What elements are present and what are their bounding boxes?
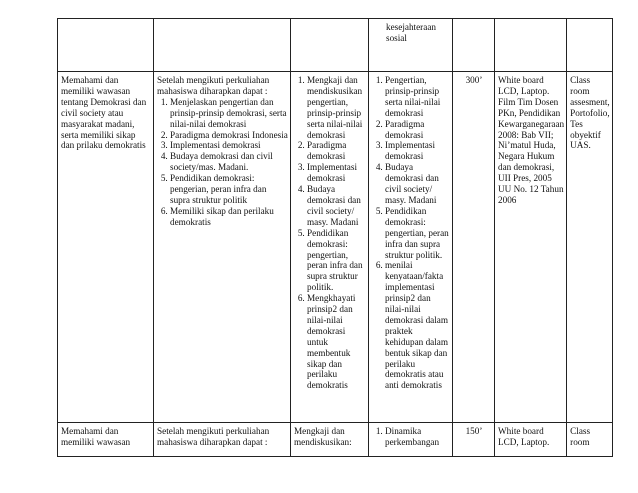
list-item: 6. Memiliki sikap dan perilaku demokratis [170,206,288,228]
list-item: 3. Implementasi demokrasi [170,140,288,151]
time-allocation: 300’ [465,75,483,85]
assessment-cell [567,19,613,72]
media-cell [495,19,567,72]
indicator-cell [154,72,291,423]
time-cell [453,19,495,72]
assessment-text: Class room assesment, Portofolio, Tes obyektif UAS. [570,75,610,151]
list-item: 2. Paradigma demokrasi [385,119,450,141]
course-plan-table [57,18,613,457]
list-item: 3. Implementasi demokrasi [307,162,366,184]
activity-list [294,75,366,391]
list-item: 6. menilai kenyataan/fakta implementasi prinsip2 dan nilai-nilai demokrasi dalam praktek kehidupan dalam bentuk sikap dan perilaku demokratis atau anti demokratis [385,260,450,391]
table-row [58,19,613,72]
assessment-cell [567,423,613,457]
material-list [372,426,450,448]
indicator-cell [154,423,291,457]
activity-text: Mengkaji dan mendiskusikan: [294,426,352,447]
list-item: 4. Budaya demokrasi dan civil society/ masy. Madani [307,184,366,228]
media-text: White board LCD, Laptop. [498,426,550,447]
list-item: 6. Mengkhayati prinsip2 dan nilai-nilai demokrasi untuk membentuk sikap dan perilaku demokratis [307,293,366,391]
list-item: 1. Pengertian, prinsip-prinsip serta nilai-nilai demokrasi [385,75,450,119]
indicator-list [157,97,288,228]
competency-cell [58,19,154,72]
table-row [58,423,613,457]
list-item: 2. Paradigma demokrasi Indonesia [170,130,288,141]
competency-text: Memahami dan memiliki wawasan tentang Demokrasi dan civil society atau masyarakat madani, serta memiliki sikap dan prilaku demokratis [61,75,147,151]
list-item: 4. Budaya demokrasi dan civil society/mas. Madani. [170,151,288,173]
assessment-cell [567,72,613,423]
list-item: 1. Mengkaji dan mendiskusikan pengertian, prinsip-prinsip serta nilai-nilai demokrasi [307,75,366,140]
indicator-cell [154,19,291,72]
material-list [372,75,450,391]
list-item: 1. Menjelaskan pengertian dan prinsip-prinsip demokrasi, serta nilai-nilai demokrasi [170,97,288,130]
time-cell [453,423,495,457]
list-item: 4. Budaya demokrasi dan civil society/ masy. Madani [385,162,450,206]
indicator-intro: Setelah mengikuti perkuliahan mahasiswa diharapkan dapat : [157,426,270,447]
material-cell [369,19,453,72]
media-cell [495,423,567,457]
list-item: 5. Pendidikan demokrasi: pengertian, peran infra dan supra struktur politik. [307,228,366,293]
media-cell [495,72,567,423]
competency-cell [58,423,154,457]
time-allocation: 150’ [465,426,483,436]
material-cell [369,72,453,423]
list-item: 3. Implementasi demokrasi [385,140,450,162]
indicator-intro: Setelah mengikuti perkuliahan mahasiswa diharapkan dapat : [157,75,270,96]
learning-activity-cell [291,72,369,423]
material-cell [369,423,453,457]
media-text: White board LCD, Laptop. Film Tim Dosen PKn, Pendidikan Kewarganegaraan 2008: Bab VII; Ni’matul Huda, Negara Hukum dan demokrasi, UII Pres, 2005 UU No. 12 Tahun 2006 [498,75,565,205]
list-item: 5. Pendidikan demokrasi: pengerian, peran infra dan supra struktur politik [170,173,288,206]
list-item: 2. Paradigma demokrasi [307,140,366,162]
time-cell [453,72,495,423]
competency-cell [58,72,154,423]
learning-activity-cell [291,423,369,457]
table-row [58,72,613,423]
learning-activity-cell [291,19,369,72]
material-continuation: kesejahteraan sosial [386,22,436,43]
list-item: 5. Pendidikan demokrasi: pengertian, peran infra dan supra struktur politik. [385,206,450,261]
assessment-text: Class room [570,426,591,447]
list-item: 1. Dinamika perkembangan [385,426,450,448]
competency-text: Memahami dan memiliki wawasan [61,426,131,447]
